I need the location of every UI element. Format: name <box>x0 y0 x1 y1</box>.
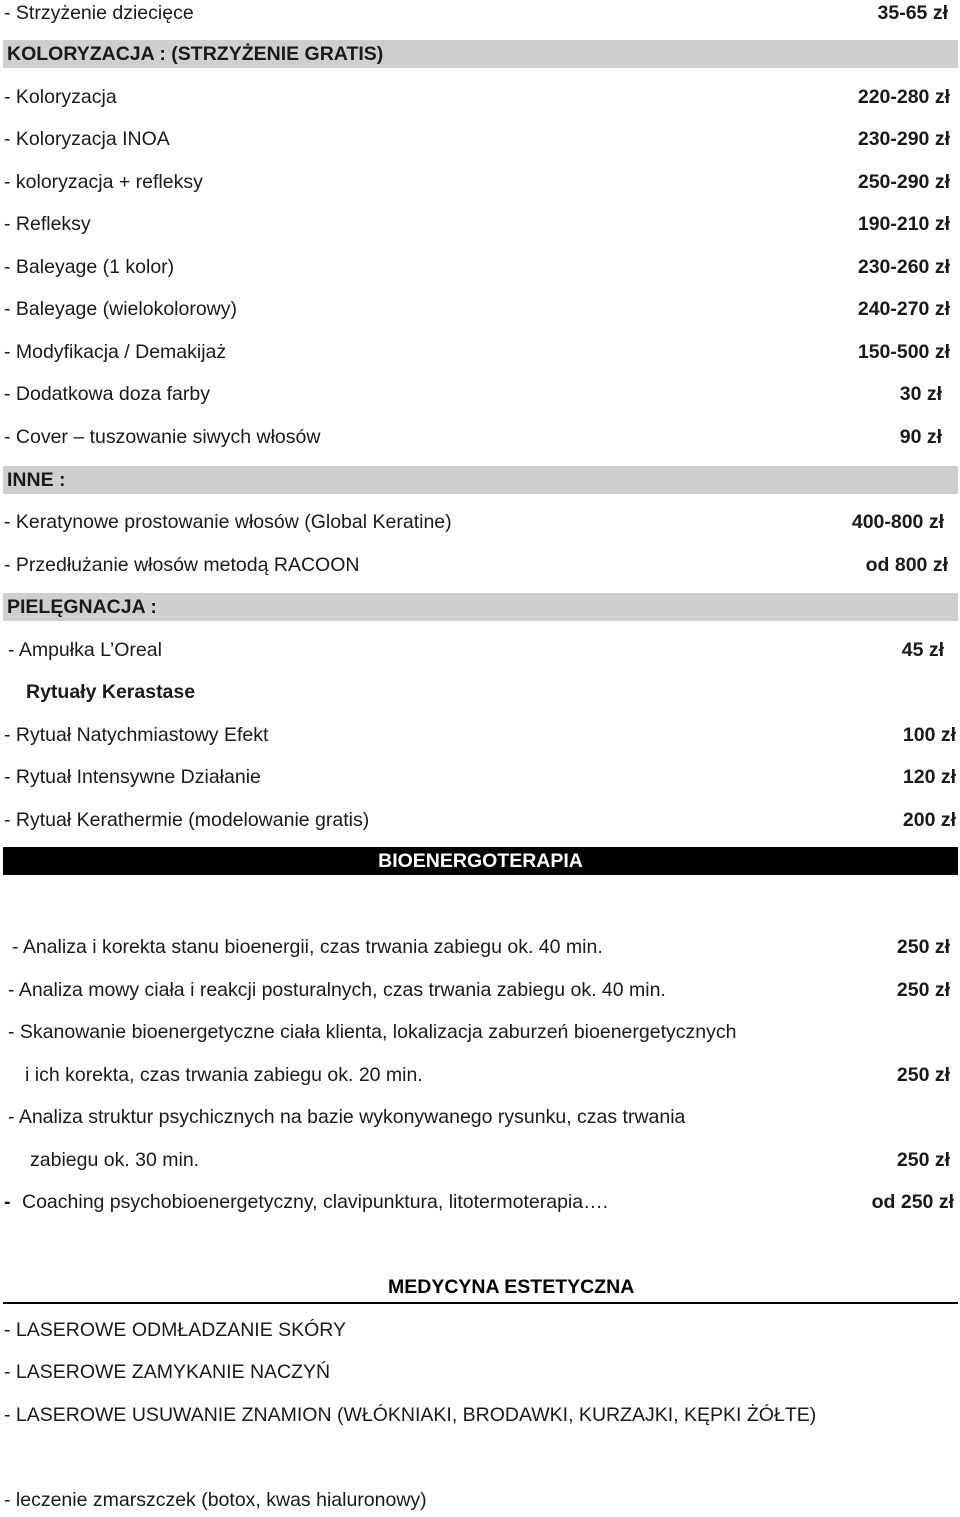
price-row <box>0 250 960 284</box>
section-heading-medycyna-estetyczna <box>3 1273 958 1303</box>
price-row <box>0 335 960 369</box>
section-heading-label: BIOENERGOTERAPIA <box>378 850 583 872</box>
price-row <box>0 1185 960 1219</box>
service-label: - Koloryzacja INOA <box>4 128 170 150</box>
service-label: - Przedłużanie włosów metodą RACOON <box>4 554 360 576</box>
service-price: 200 zł <box>902 809 956 831</box>
service-label: zabiegu ok. 30 min. <box>30 1149 200 1171</box>
price-row <box>0 1100 960 1134</box>
service-label: - LASEROWE ODMŁADZANIE SKÓRY <box>4 1319 347 1341</box>
service-label: i ich korekta, czas trwania zabiegu ok. 20 min. <box>25 1064 423 1086</box>
service-label: - Rytuał Kerathermie (modelowanie gratis) <box>4 809 370 831</box>
service-price: 250 zł <box>896 979 950 1001</box>
price-row <box>0 80 960 114</box>
service-label: - Analiza mowy ciała i reakcji posturalnych, czas trwania zabiegu ok. 40 min. <box>8 979 666 1001</box>
service-label: - Modyfikacja / Demakijaż <box>4 341 227 363</box>
service-price: 250-290 zł <box>857 171 950 193</box>
service-label: - Analiza i korekta stanu bioenergii, czas trwania zabiegu ok. 40 min. <box>12 936 603 958</box>
service-price: 150-500 zł <box>857 341 950 363</box>
service-label: - Dodatkowa doza farby <box>4 383 210 405</box>
service-label: - Baleyage (wielokolorowy) <box>4 298 238 320</box>
service-price: 230-260 zł <box>857 256 950 278</box>
service-label: - Keratynowe prostowanie włosów (Global Keratine) <box>4 511 452 533</box>
service-label: Coaching psychobioenergetyczny, clavipunktura, litotermoterapia…. <box>22 1191 609 1213</box>
service-label: - Rytuał Natychmiastowy Efekt <box>4 724 269 746</box>
service-label: - Ampułka L’Oreal <box>8 639 162 661</box>
service-label: - leczenie zmarszczek (botox, kwas hialuronowy) <box>4 1489 427 1511</box>
subheading-row <box>0 675 960 709</box>
service-price: 45 zł <box>901 639 944 661</box>
section-heading-label: KOLORYZACJA : (STRZYŻENIE GRATIS) <box>7 43 384 65</box>
service-price: 400-800 zł <box>851 511 944 533</box>
section-heading-bioenergoterapia <box>3 847 958 875</box>
price-row <box>0 1058 960 1092</box>
section-heading-label: MEDYCYNA ESTETYCZNA <box>388 1276 635 1298</box>
service-label: - LASEROWE ZAMYKANIE NACZYŃ <box>4 1361 331 1383</box>
price-row <box>0 1015 960 1049</box>
service-price: 250 zł <box>896 1064 950 1086</box>
list-item <box>0 1313 960 1347</box>
section-heading-inne <box>3 466 958 494</box>
price-row <box>0 292 960 326</box>
service-price: od 250 zł <box>871 1191 954 1213</box>
price-row <box>0 122 960 156</box>
subheading-rytualy-kerastase: Rytuały Kerastase <box>26 681 196 703</box>
price-row <box>0 165 960 199</box>
service-label: - Koloryzacja <box>4 86 117 108</box>
service-price: 30 zł <box>899 383 942 405</box>
section-heading-pielegnacja <box>3 593 958 621</box>
price-row <box>0 377 960 411</box>
service-price: 100 zł <box>902 724 956 746</box>
price-row <box>0 718 960 752</box>
price-row <box>0 548 960 582</box>
section-heading-label: INNE : <box>7 469 66 491</box>
price-row <box>0 0 960 30</box>
price-row <box>0 420 960 454</box>
service-label: - Refleksy <box>4 213 91 235</box>
service-price: od 800 zł <box>865 554 948 576</box>
service-label: - Rytuał Intensywne Działanie <box>4 766 261 788</box>
service-price: 250 zł <box>896 1149 950 1171</box>
service-label: - Skanowanie bioenergetyczne ciała klienta, lokalizacja zaburzeń bioenergetycznych <box>8 1021 737 1043</box>
service-price: 240-270 zł <box>857 298 950 320</box>
price-row <box>0 973 960 1007</box>
list-item <box>0 1483 960 1517</box>
list-item <box>0 1398 960 1432</box>
price-row <box>0 1143 960 1177</box>
service-label: - Strzyżenie dziecięce <box>4 2 194 24</box>
service-price: 220-280 zł <box>857 86 950 108</box>
service-price: 90 zł <box>899 426 942 448</box>
section-heading-koloryzacja <box>3 40 958 68</box>
service-price: 230-290 zł <box>857 128 950 150</box>
service-label: - Analiza struktur psychicznych na bazie wykonywanego rysunku, czas trwania <box>8 1106 686 1128</box>
price-row <box>0 207 960 241</box>
service-price: 120 zł <box>902 766 956 788</box>
service-label: - Baleyage (1 kolor) <box>4 256 175 278</box>
price-row <box>0 930 960 964</box>
list-item <box>0 1355 960 1389</box>
service-price: 35-65 zł <box>877 2 948 24</box>
section-heading-label: PIELĘGNACJA : <box>7 596 157 618</box>
list-dash: - <box>4 1191 11 1213</box>
service-label: - LASEROWE USUWANIE ZNAMION (WŁÓKNIAKI, BRODAWKI, KURZAJKI, KĘPKI ŻÓŁTE) <box>4 1404 817 1426</box>
price-row <box>0 633 960 667</box>
section-underline <box>3 1302 958 1304</box>
price-row <box>0 803 960 837</box>
price-row <box>0 505 960 539</box>
service-label: - Cover – tuszowanie siwych włosów <box>4 426 321 448</box>
service-price: 250 zł <box>896 936 950 958</box>
service-label: - koloryzacja + refleksy <box>4 171 203 193</box>
price-row <box>0 760 960 794</box>
service-price: 190-210 zł <box>857 213 950 235</box>
